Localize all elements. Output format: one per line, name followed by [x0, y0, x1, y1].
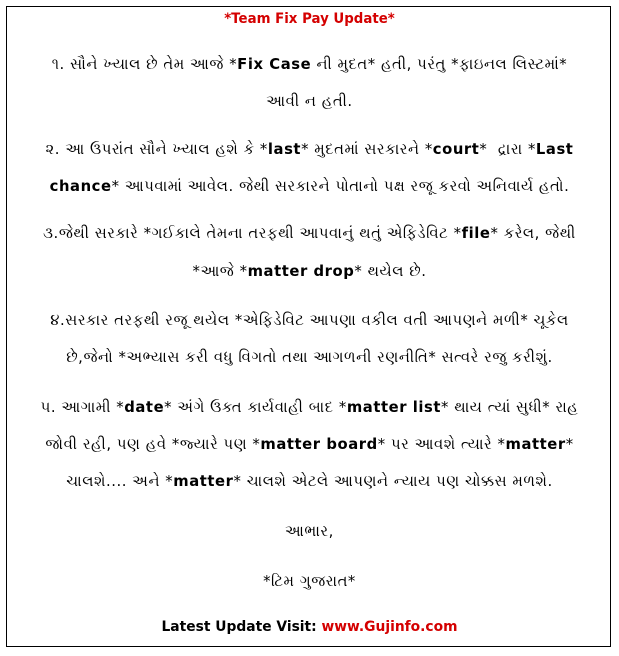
text-span: ૩.જેથી સરકારે *ગઈકાલે તેમના તરફથી આપવાનું થતું એફિડેવિટ * [43, 224, 462, 242]
bold-term: Fix Case [237, 55, 312, 73]
text-span: ૧. સૌને ખ્યાલ છે તેમ આજે * [51, 55, 238, 73]
paragraph-5-line-3 [15, 471, 605, 491]
paragraph-5-line-2 [15, 434, 605, 454]
bold-term: matter list [346, 398, 442, 416]
text-span: * આપવામાં આવેલ. જેથી સરકારને પોતાનો પક્ષ રજૂ કરવો અનિવાર્ય હતો. [111, 177, 570, 195]
paragraph-2-line-2 [15, 176, 605, 196]
text-span: ૫. આગામી * [40, 398, 125, 416]
bold-term: file [461, 224, 491, 242]
paragraph-3-line-2 [15, 261, 605, 281]
page-title: *Team Fix Pay Update* [224, 11, 395, 27]
text-span: * કરેલ, જેથી [490, 224, 576, 242]
bold-term: matter drop [247, 262, 355, 280]
bold-term: matter [173, 472, 234, 490]
bold-term: matter [505, 435, 566, 453]
paragraph-1-line-2: આવી ન હતી. [266, 92, 353, 110]
text-span: ૨. આ ઉપરાંત સૌને ખ્યાલ હશે કે * [45, 140, 268, 158]
bold-term: last [267, 140, 302, 158]
paragraph-5-line-1 [15, 397, 605, 417]
text-span: * પર આવશે ત્યારે * [377, 435, 506, 453]
bold-term: matter board [260, 435, 378, 453]
text-span: * મુદતમાં સરકારને * [301, 140, 433, 158]
text-span: * [565, 435, 574, 453]
signature: *ટિમ ગુજરાત* [263, 572, 356, 590]
text-span: ની મુદત* હતી, પરંતુ *ફાઇનલ લિસ્ટમાં* [311, 55, 568, 73]
text-span: જોવી રહી, પણ હવે *જ્યારે પણ * [45, 435, 261, 453]
text-span: * અંગે ઉક્ત કાર્યવાહી બાદ * [164, 398, 347, 416]
website-link[interactable]: www.Gujinfo.com [321, 619, 458, 635]
text-span: * દ્રારા * [479, 140, 536, 158]
paragraph-3-line-1 [15, 223, 605, 243]
paragraph-2-line-1 [15, 139, 605, 159]
paragraph-4-line-1: ૪.સરકાર તરફથી રજૂ થયેલ *એફિડેવિટ આપણા વકીલ વતી આપણને મળી* ચૂકેલ [50, 311, 569, 329]
text-span: * થાય ત્યાં સુધી* રાહ [441, 398, 579, 416]
thanks-line: આભાર, [285, 522, 334, 540]
text-span: * થયેલ છે. [354, 262, 427, 280]
footer-label: Latest Update Visit: [161, 619, 322, 635]
bold-term: chance [49, 177, 112, 195]
bold-term: Last [535, 140, 574, 158]
text-span: *આજે * [192, 262, 248, 280]
paragraph-4-line-2: છે,જેનો *અભ્યાસ કરી વધુ વિગતો તથા આગળની રણનીતિ* સત્વરે રજુ કરીશું. [66, 348, 553, 366]
bold-term: date [124, 398, 165, 416]
bold-term: court [432, 140, 480, 158]
paragraph-1-line-1 [15, 54, 605, 74]
footer [15, 617, 605, 637]
text-span: ચાલશે.... અને * [66, 472, 174, 490]
text-span: * ચાલશે એટલે આપણને ન્યાય પણ ચોક્કસ મળશે. [233, 472, 553, 490]
